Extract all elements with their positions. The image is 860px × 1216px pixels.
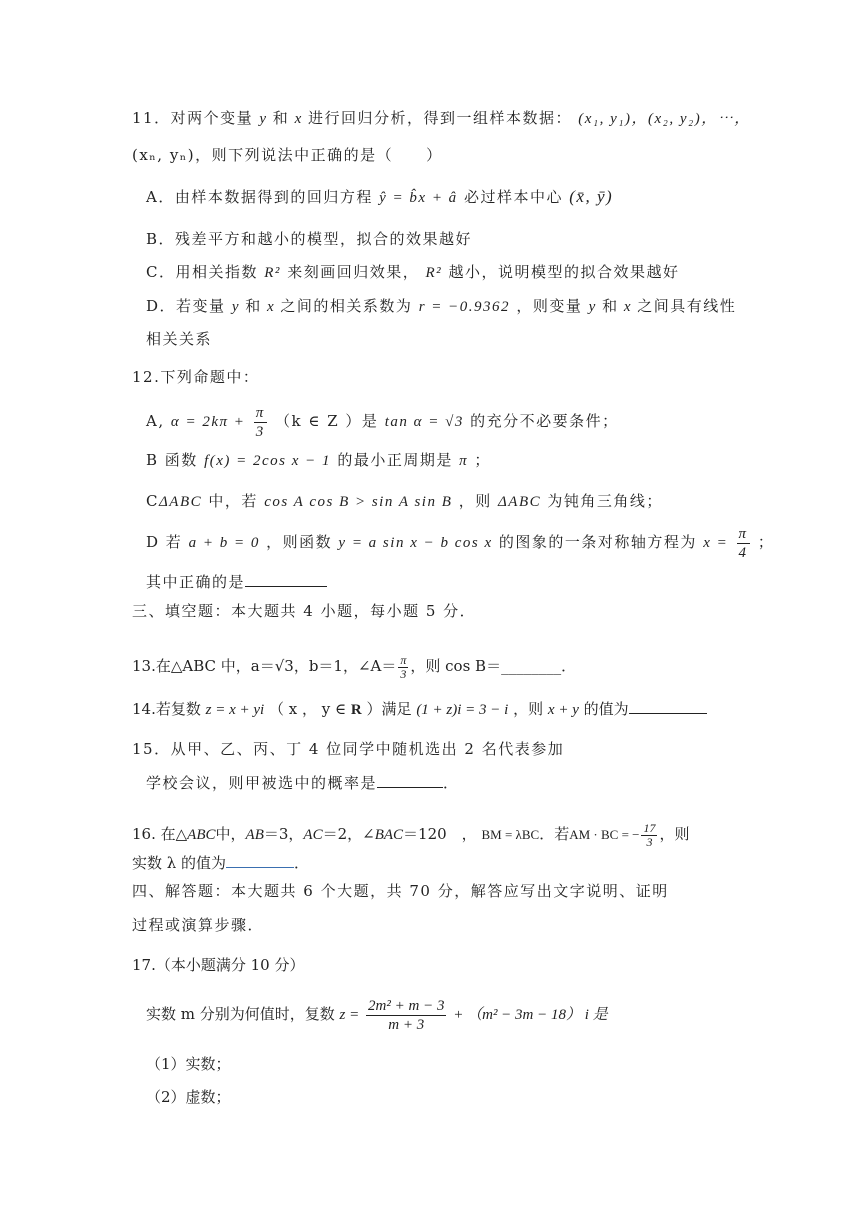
answer-blank — [377, 771, 443, 788]
q13: 13.在△ABC 中，a＝√3，b＝1，∠A＝ $\frac{\pi}{3}$ ，则 cos B＝________． — [132, 652, 577, 681]
q11-line1: 11．对两个变量 y 和 x 进行回归分析，得到一组样本数据： (x₁, y₁)，(x₂, y₂)，⋯， — [132, 109, 751, 127]
q14: 14.若复数 z = x + yi （ x ， y ∈ R ）满足 (1 + z)i = 3 − i ，则 x + y 的值为 — [132, 697, 707, 721]
q11-option-d: D．若变量 y 和 x 之间的相关系数为 r = −0.9362 ，则变量 y 和 x 之间具有线性 — [146, 297, 737, 315]
q11-option-d-cont: 相关关系 — [146, 330, 213, 348]
section-3-heading: 三、填空题：本大题共 4 小题，每小题 5 分． — [132, 602, 477, 620]
vector-dot-product: AM · BC = − — [569, 827, 640, 842]
q11-option-b: B．残差平方和越小的模型，拟合的效果越好 — [146, 230, 473, 248]
section-4-heading: 四、解答题：本大题共 6 个大题，共 70 分，解答应写出文字说明、证明 — [132, 882, 669, 900]
fraction-pi-over-3: $\frac{\pi}{3}$ — [255, 404, 265, 440]
q11-stem-a: 11．对两个变量 — [132, 109, 254, 127]
q16-line2: 实数 λ 的值为 ． — [132, 851, 309, 874]
correlation-coefficient: r = −0.9362 — [418, 299, 511, 315]
fraction-pi-over-4: $\frac{\pi}{4}$ — [738, 525, 748, 561]
q17-part-1: （1）实数； — [146, 1055, 231, 1073]
sample-center: (x̄, ȳ) — [569, 187, 614, 206]
q12-tail: 其中正确的是 — [146, 570, 327, 593]
vector-bm: BM = λBC — [481, 827, 540, 842]
q11-stem-c: (xₙ, yₙ)，则下列说法中正确的是（ ） — [132, 146, 443, 164]
q11-stem-b: 进行回归分析，得到一组样本数据： — [307, 109, 572, 127]
q12-stem: 12.下列命题中： — [132, 368, 260, 386]
q17-title: 17.（本小题满分 10 分） — [132, 956, 305, 974]
q11-option-a: A．由样本数据得到的回归方程 ŷ = b̂x + â 必过样本中心 (x̄, ȳ) — [146, 187, 614, 206]
q16-line1: 16. 在△ABC中，AB＝3，AC＝2，∠BAC＝120 ， BM = λBC．若AM · BC = − $\frac{17}{3}$ ，则 — [132, 820, 690, 849]
q17-stem: 实数 m 分别为何值时，复数 z = $\frac{\text{2m² + m − 3}}{m + 3}$ + （m² − 3m − 18） i 是 — [146, 997, 608, 1033]
q17-part-2: （2）虚数； — [146, 1088, 231, 1106]
q12-option-d: D 若 a + b = 0 ，则函数 y = a sin x − b cos x 的图象的一条对称轴方程为 x = $\frac{\pi}{4}$ ； — [146, 525, 775, 561]
q11-line2 — [132, 144, 443, 166]
fraction-complex-real-part: $\frac{\text{2m² + m − 3}}{m + 3}$ — [368, 997, 445, 1033]
section-4-heading-cont: 过程或演算步骤． — [132, 916, 265, 934]
q11-pairs: (x₁, y₁)，(x₂, y₂)，⋯， — [578, 111, 751, 127]
q11-option-c: C．用相关指数 R² 来刻画回归效果， R² 越小，说明模型的拟合效果越好 — [146, 263, 680, 281]
regression-equation: ŷ = b̂x + â — [379, 190, 458, 206]
fraction-pi-over-3: $\frac{\pi}{3}$ — [400, 652, 407, 681]
fraction-17-over-3: $\frac{17}{3}$ — [643, 820, 656, 849]
q15-line1: 15．从甲、乙、丙、丁 4 位同学中随机选出 2 名代表参加 — [132, 740, 565, 758]
answer-blank — [245, 570, 327, 587]
q12-option-a: A, α = 2kπ + $\frac{\pi}{3}$ （k ∈ Z ）是 tan α = √3 的充分不必要条件； — [146, 404, 619, 440]
q15-line2: 学校会议，则甲被选中的概率是 ． — [146, 771, 460, 794]
answer-blank — [226, 851, 294, 868]
q12-option-b: B 函数 f(x) = 2cos x − 1 的最小正周期是 π ； — [146, 451, 491, 469]
q12-option-c: CΔABC 中，若 cos A cos B > sin A sin B ，则 ΔABC 为钝角三角线； — [146, 492, 663, 510]
answer-blank — [629, 697, 707, 714]
